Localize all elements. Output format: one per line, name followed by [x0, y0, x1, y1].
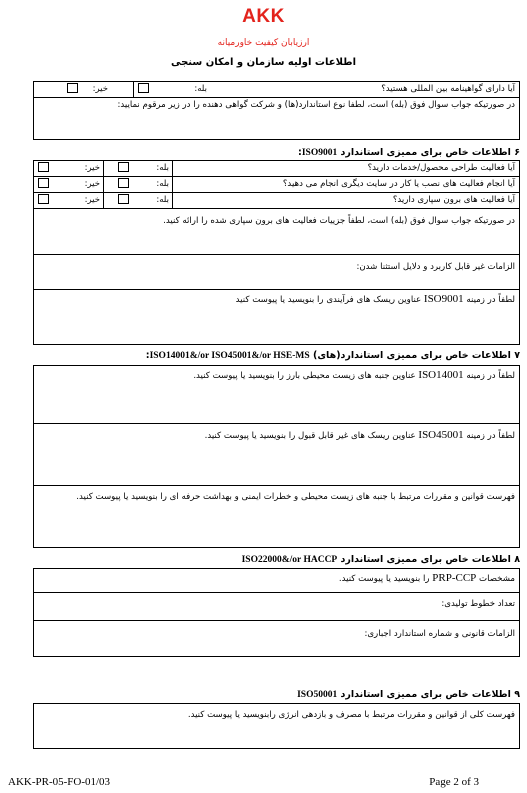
yes-label: بله:	[194, 84, 207, 94]
question-design: آیا فعالیت طراحی محصول/خدمات دارید؟	[367, 163, 515, 173]
iso45001-risks-label: لطفاً در زمینه ISO45001 عناوین ریسک های غیر قابل قبول را بنویسید یا پیوست کنید.	[204, 429, 515, 441]
iso14001-aspects-label: لطفاً در زمینه ISO14001 عناوین جنبه های زیست محیطی بارز را بنویسید یا پیوست کنید.	[193, 369, 515, 381]
iso14001-aspects-field[interactable]	[33, 365, 520, 424]
question-row-certified	[33, 81, 520, 98]
hse-regulations-label: فهرست قوانین و مقررات مرتبط با جنبه های زیست محیطی و خطرات ایمنی و بهداشت حرفه ای را بنویسید یا پیوست کنید.	[76, 492, 515, 502]
no-cell	[34, 161, 104, 176]
question-installation: آیا انجام فعالیت های نصب یا کار در سایت دیگری انجام می دهید؟	[282, 179, 515, 189]
yes-cell	[104, 177, 173, 192]
yes-cell	[133, 82, 210, 97]
no-label: خیر:	[84, 163, 100, 173]
yes-checkbox[interactable]	[118, 162, 129, 172]
company-tagline: ارزیابان کیفیت خاورمیانه	[217, 38, 310, 48]
document-title: اطلاعات اولیه سازمان و امکان سنجی	[170, 57, 357, 68]
legal-requirements-label: الزامات قانونی و شماره استاندارد اجباری:	[364, 629, 515, 639]
yes-label: بله:	[156, 195, 169, 205]
energy-regulations-label: فهرست کلی از قوانین و مقررات مرتبط با مصرف و بازدهی انرژی رابنویسید یا پیوست کنید.	[187, 710, 515, 720]
prp-ccp-field[interactable]	[33, 568, 520, 593]
section-8-heading: ۸ اطلاعات خاص برای ممیزی استاندارد ISO22000&/or HACCP	[241, 554, 520, 565]
production-lines-label: تعداد خطوط تولیدی:	[441, 599, 515, 609]
yes-checkbox[interactable]	[138, 83, 149, 93]
energy-regulations-field[interactable]	[33, 703, 520, 749]
exclusions-label: الزامات غیر قابل کاربرد و دلایل استثنا شدن:	[356, 262, 515, 272]
legal-requirements-field[interactable]	[33, 620, 520, 657]
iso9001-risks-field[interactable]	[33, 289, 520, 345]
no-label: خیر:	[84, 179, 100, 189]
no-label: خیر:	[92, 84, 108, 94]
yes-label: بله:	[156, 179, 169, 189]
document-code: AKK-PR-05-FO-01/03	[8, 776, 111, 788]
iso9001-risks-label: لطفاً در زمینه ISO9001 عناوین ریسک های فرآیندی را بنویسید یا پیوست کنید	[235, 293, 515, 305]
yes-label: بله:	[156, 163, 169, 173]
prp-ccp-label: مشخصات PRP-CCP را بنویسید یا پیوست کنید.	[338, 572, 515, 584]
no-cell	[34, 193, 104, 208]
outsourcing-detail-label: در صورتیکه جواب سوال فوق (بله) است، لطفاً جزییات فعالیت های برون سپاری شده را ارائه کنید.	[163, 216, 515, 226]
no-label: خیر:	[84, 195, 100, 205]
question-row-design	[33, 160, 520, 177]
iso45001-risks-field[interactable]	[33, 423, 520, 486]
question-row-installation	[33, 176, 520, 193]
yes-checkbox[interactable]	[118, 194, 129, 204]
no-checkbox[interactable]	[38, 178, 49, 188]
no-checkbox[interactable]	[38, 194, 49, 204]
section-9-heading: ۹ اطلاعات خاص برای ممیزی استاندارد ISO50001	[297, 689, 520, 700]
question-row-outsourcing	[33, 192, 520, 209]
hse-regulations-field[interactable]	[33, 485, 520, 548]
yes-cell	[104, 161, 173, 176]
outsourcing-detail-field[interactable]	[33, 208, 520, 255]
exclusions-field[interactable]	[33, 254, 520, 290]
section-6-heading: ۶ اطلاعات خاص برای ممیزی استاندارد ISO9001:	[298, 147, 520, 158]
no-cell	[34, 82, 133, 97]
no-cell	[34, 177, 104, 192]
no-checkbox[interactable]	[67, 83, 78, 93]
certified-detail-field[interactable]	[33, 97, 520, 140]
production-lines-field[interactable]	[33, 592, 520, 621]
certified-detail-label: در صورتیکه جواب سوال فوق (بله) است، لطفا نوع استاندارد(ها) و شرکت گواهی دهنده را در زیر مرقوم نمایید:	[117, 100, 515, 110]
no-checkbox[interactable]	[38, 162, 49, 172]
yes-checkbox[interactable]	[118, 178, 129, 188]
yes-cell	[104, 193, 173, 208]
page-number: Page 2 of 3	[429, 776, 479, 788]
question-certified: آیا دارای گواهینامه بین المللی هستید؟	[381, 84, 515, 94]
akk-logo: AKK	[242, 6, 285, 27]
section-7-heading: ۷ اطلاعات خاص برای ممیزی استاندارد(های) ISO14001&/or ISO45001&/or HSE-MS:	[145, 350, 520, 361]
question-outsourcing: آیا فعالیت های برون سپاری دارید؟	[392, 195, 515, 205]
